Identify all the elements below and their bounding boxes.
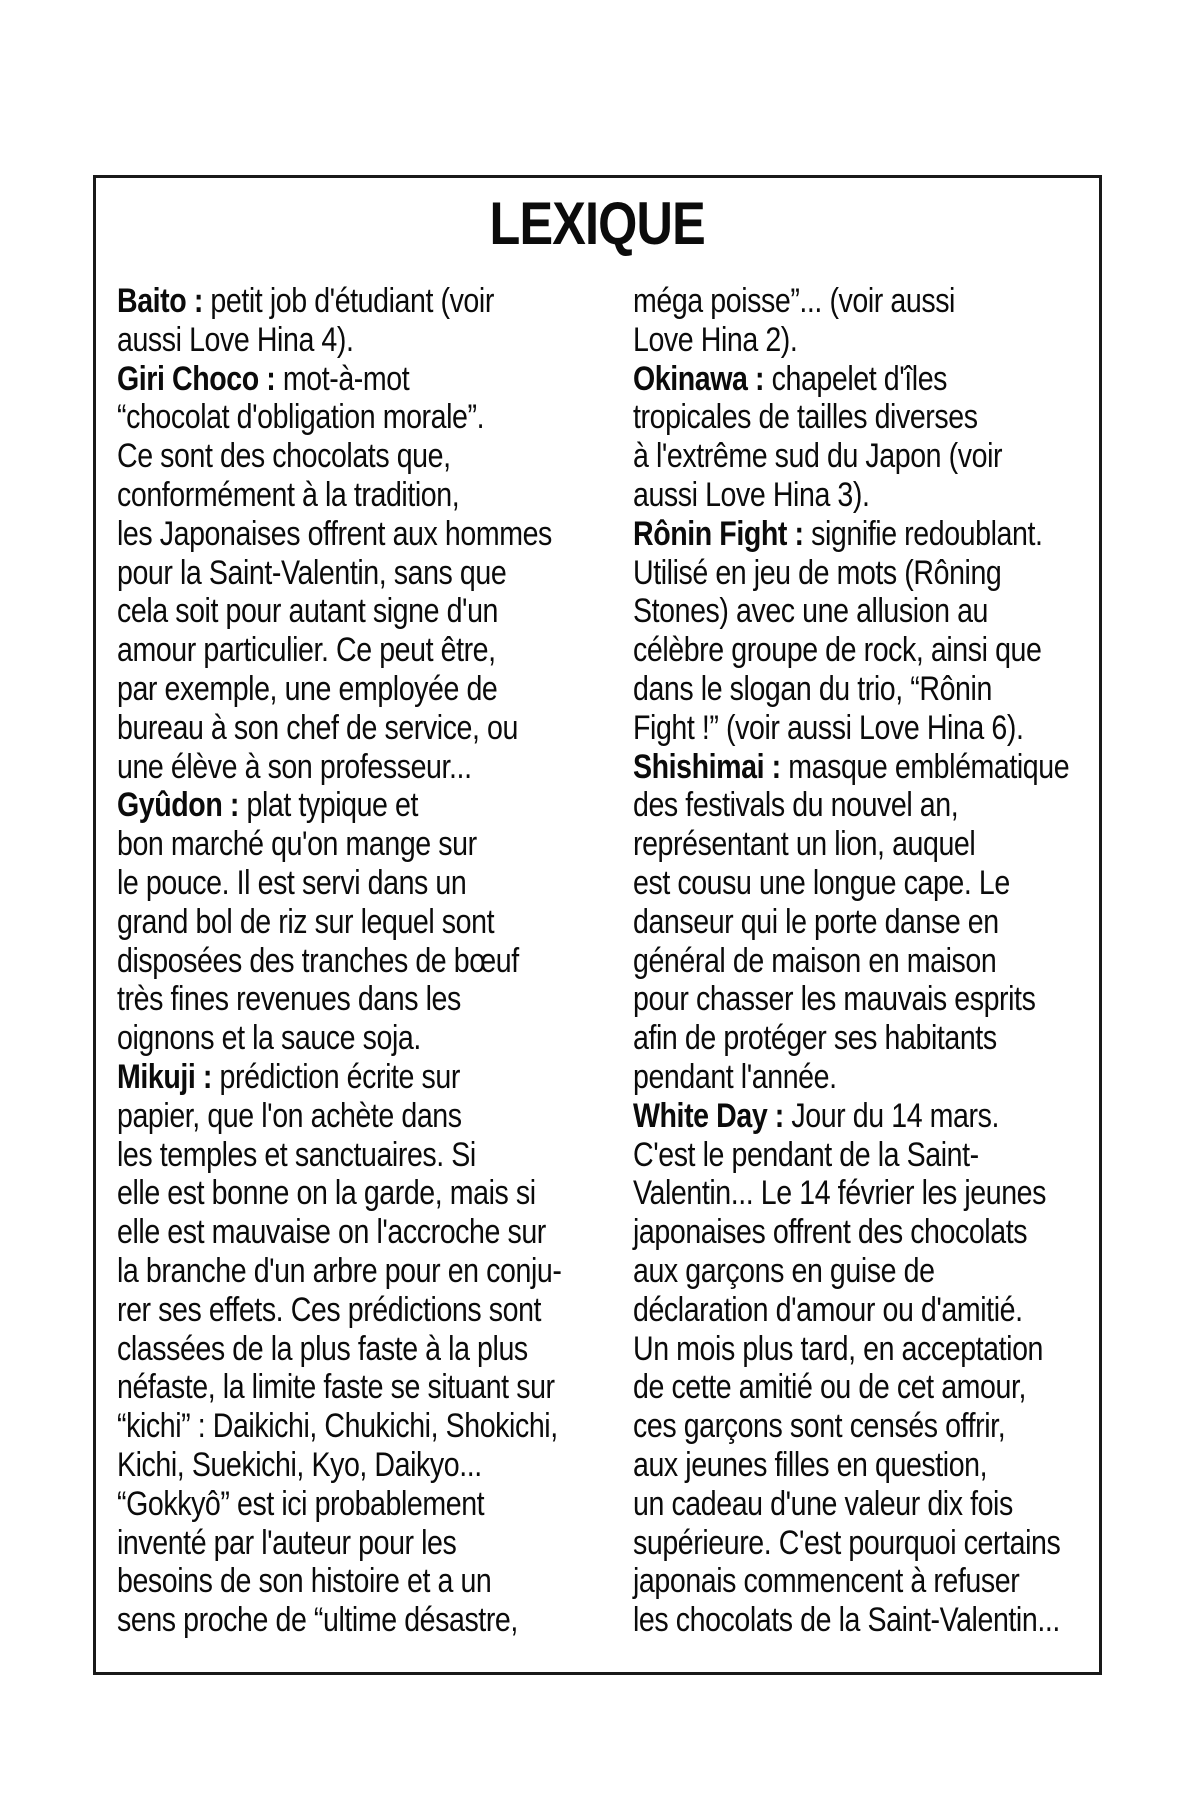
lexicon-line: [633, 437, 1008, 476]
definition-text: pendant l'année.: [633, 1057, 837, 1096]
lexicon-line: [117, 1562, 492, 1601]
lexicon-line: [633, 942, 1008, 981]
lexicon-line: [117, 514, 552, 554]
definition-text: aussi Love Hina 4).: [117, 320, 354, 359]
lexicon-line: [633, 1562, 1020, 1601]
lexicon-line: [633, 1252, 1008, 1291]
lexicon-line: [633, 321, 1008, 360]
lexicon-line: [633, 1368, 1026, 1407]
definition-text: “Gokkyô” est ici probablement: [117, 1484, 485, 1523]
definition-text: général de maison en maison: [633, 941, 997, 980]
definition-text: une élève à son professeur...: [117, 747, 472, 786]
definition-text: prédiction écrite sur: [212, 1057, 460, 1096]
definition-text: mot-à-mot: [275, 359, 410, 398]
definition-text: besoins de son histoire et a un: [117, 1562, 492, 1601]
lexicon-line: [117, 902, 495, 942]
definition-text: de cette amitié ou de cet amour,: [633, 1368, 1026, 1407]
definition-text: Love Hina 2).: [633, 320, 798, 359]
lexicon-line: [633, 1523, 1061, 1563]
lexicon-line: [633, 1097, 1008, 1136]
definition-text: papier, que l'on achète dans: [117, 1096, 462, 1135]
definition-text: cela soit pour autant signe d'un: [117, 592, 499, 631]
lexicon-line: [117, 825, 492, 864]
lexicon-line: [633, 1136, 1008, 1175]
definition-text: classées de la plus faste à la plus: [117, 1329, 528, 1368]
left-column: [117, 282, 563, 1640]
lexicon-line: [633, 282, 1008, 321]
lexicon-line: [117, 1019, 492, 1058]
definition-text: Stones) avec une allusion au: [633, 592, 989, 631]
definition-text: oignons et la sauce soja.: [117, 1019, 421, 1058]
definition-text: grand bol de riz sur lequel sont: [117, 902, 495, 941]
definition-text: pour la Saint-Valentin, sans que: [117, 553, 507, 592]
definition-text: danseur qui le porte danse en: [633, 902, 999, 941]
lexicon-line: [633, 1019, 1008, 1058]
definition-text: japonaises offrent des chocolats: [633, 1213, 1028, 1252]
lexicon-line: [633, 554, 1008, 593]
right-column: [633, 282, 1079, 1640]
definition-text: Un mois plus tard, en acceptation: [633, 1329, 1044, 1368]
lexicon-line: [633, 980, 1036, 1019]
definition-text: sens proche de “ultime désastre,: [117, 1601, 518, 1640]
lexicon-line: [633, 1329, 1044, 1369]
lexicon-line: [117, 476, 492, 515]
lexicon-line: [633, 476, 1008, 515]
lexicon-line: [117, 1097, 492, 1136]
term-label: Baito :: [117, 282, 203, 320]
definition-text: rer ses effets. Ces prédictions sont: [117, 1290, 542, 1329]
lexicon-line: [117, 398, 492, 437]
lexicon-line: [633, 708, 1024, 748]
definition-text: un cadeau d'une valeur dix fois: [633, 1484, 1013, 1523]
definition-text: tropicales de tailles diverses: [633, 398, 978, 437]
lexicon-line: [633, 514, 1043, 554]
lexicon-line: [633, 1601, 1060, 1640]
definition-text: les chocolats de la Saint-Valentin...: [633, 1601, 1060, 1640]
lexicon-line: [117, 1213, 546, 1252]
definition-text: les temples et sanctuaires. Si: [117, 1135, 476, 1174]
lexicon-line: [117, 1446, 492, 1485]
definition-text: le pouce. Il est servi dans un: [117, 863, 467, 902]
lexicon-line: [117, 1368, 555, 1407]
definition-text: néfaste, la limite faste se situant sur: [117, 1368, 555, 1407]
definition-text: masque emblématique: [780, 747, 1070, 786]
lexicon-line: [633, 1213, 1028, 1252]
definition-text: est cousu une longue cape. Le: [633, 863, 1010, 902]
page-title: [96, 190, 1099, 257]
lexicon-line: [117, 360, 492, 399]
lexicon-line: [633, 1484, 1013, 1524]
definition-text: elle est bonne on la garde, mais si: [117, 1174, 536, 1213]
lexicon-line: [117, 1174, 536, 1213]
lexicon-line: [633, 398, 1008, 437]
term-label: Mikuji :: [117, 1057, 213, 1096]
lexicon-line: [117, 708, 518, 748]
lexicon-line: [117, 321, 492, 360]
lexicon-line: [633, 1290, 1023, 1330]
lexicon-line: [117, 669, 498, 709]
definition-text: Kichi, Suekichi, Kyo, Daikyo...: [117, 1445, 482, 1484]
lexicon-line: [117, 1601, 518, 1640]
term-label: Gyûdon :: [117, 786, 239, 825]
definition-text: Jour du 14 mars.: [783, 1096, 999, 1135]
definition-text: par exemple, une employée de: [117, 669, 498, 708]
definition-text: supérieure. C'est pourquoi certains: [633, 1523, 1061, 1562]
lexicon-line: [117, 1136, 492, 1175]
term-label: White Day :: [633, 1096, 784, 1135]
lexicon-line: [117, 282, 492, 321]
definition-text: “kichi” : Daikichi, Chukichi, Shokichi,: [117, 1407, 558, 1446]
lexicon-line: [633, 747, 1070, 787]
page-title-text: LEXIQUE: [489, 190, 706, 257]
definition-text: japonais commencent à refuser: [633, 1562, 1020, 1601]
term-label: Shishimai :: [633, 747, 781, 786]
lexicon-line: [633, 786, 1008, 825]
definition-text: les Japonaises offrent aux hommes: [117, 514, 552, 553]
definition-text: Valentin... Le 14 février les jeunes: [633, 1174, 1047, 1213]
definition-text: Utilisé en jeu de mots (Rôning: [633, 553, 1002, 592]
definition-text: amour particulier. Ce peut être,: [117, 631, 496, 670]
lexicon-line: [117, 1329, 528, 1369]
term-label: Okinawa :: [633, 359, 765, 398]
definition-text: aux garçons en guise de: [633, 1251, 935, 1290]
definition-text: bon marché qu'on mange sur: [117, 825, 477, 864]
definition-text: méga poisse”... (voir aussi: [633, 282, 955, 320]
lexicon-line: [633, 360, 1008, 399]
definition-text: à l'extrême sud du Japon (voir: [633, 437, 1003, 476]
lexicon-line: [117, 748, 492, 787]
definition-text: “chocolat d'obligation morale”.: [117, 398, 485, 437]
definition-text: très fines revenues dans les: [117, 980, 461, 1019]
definition-text: elle est mauvaise on l'accroche sur: [117, 1213, 546, 1252]
lexicon-line: [633, 631, 1042, 670]
lexicon-line: [117, 864, 492, 903]
lexicon-line: [633, 592, 1008, 631]
definition-text: des festivals du nouvel an,: [633, 786, 959, 825]
definition-text: signifie redoublant.: [803, 514, 1043, 553]
definition-text: Fight !” (voir aussi Love Hina 6).: [633, 708, 1024, 747]
lexicon-line: [117, 553, 507, 593]
lexicon-line: [117, 1290, 542, 1330]
term-label: Giri Choco :: [117, 359, 276, 398]
definition-text: chapelet d'îles: [764, 359, 948, 398]
definition-text: C'est le pendant de la Saint-: [633, 1135, 979, 1174]
definition-text: conformément à la tradition,: [117, 475, 460, 514]
lexicon-line: [633, 1446, 1008, 1485]
lexicon-line: [117, 437, 492, 476]
lexicon-line: [117, 631, 496, 670]
lexicon-line: [117, 980, 492, 1019]
definition-text: aussi Love Hina 3).: [633, 475, 870, 514]
definition-text: ces garçons sont censés offrir,: [633, 1407, 1006, 1446]
lexicon-line: [117, 1407, 558, 1446]
lexicon-line: [633, 670, 1008, 709]
definition-text: aux jeunes filles en question,: [633, 1445, 988, 1484]
lexicon-line: [117, 592, 499, 631]
lexicon-line: [117, 786, 492, 825]
lexicon-line: [633, 864, 1008, 903]
lexicon-line: [633, 903, 1008, 942]
term-label: Rônin Fight :: [633, 514, 804, 553]
definition-text: bureau à son chef de service, ou: [117, 708, 518, 747]
lexicon-line: [633, 825, 1008, 864]
definition-text: déclaration d'amour ou d'amitié.: [633, 1290, 1023, 1329]
definition-text: célèbre groupe de rock, ainsi que: [633, 631, 1042, 670]
definition-text: afin de protéger ses habitants: [633, 1019, 997, 1058]
definition-text: pour chasser les mauvais esprits: [633, 980, 1036, 1019]
lexicon-line: [633, 1174, 1047, 1213]
lexicon-line: [633, 1407, 1008, 1446]
definition-text: plat typique et: [238, 786, 419, 825]
definition-text: inventé par l'auteur pour les: [117, 1523, 457, 1562]
lexicon-line: [633, 1058, 1008, 1097]
lexicon-line: [117, 1524, 492, 1563]
lexicon-line: [117, 1485, 492, 1524]
definition-text: disposées des tranches de bœuf: [117, 941, 519, 980]
definition-text: Ce sont des chocolats que,: [117, 437, 451, 476]
lexicon-columns: [96, 282, 1099, 1640]
lexicon-line: [117, 941, 519, 981]
definition-text: représentant un lion, auquel: [633, 825, 976, 864]
lexicon-line: [117, 1058, 492, 1097]
definition-text: la branche d'un arbre pour en conju-: [117, 1251, 562, 1290]
lexicon-panel: [93, 175, 1102, 1675]
definition-text: dans le slogan du trio, “Rônin: [633, 669, 992, 708]
definition-text: petit job d'étudiant (voir: [202, 282, 494, 320]
lexicon-line: [117, 1251, 562, 1291]
